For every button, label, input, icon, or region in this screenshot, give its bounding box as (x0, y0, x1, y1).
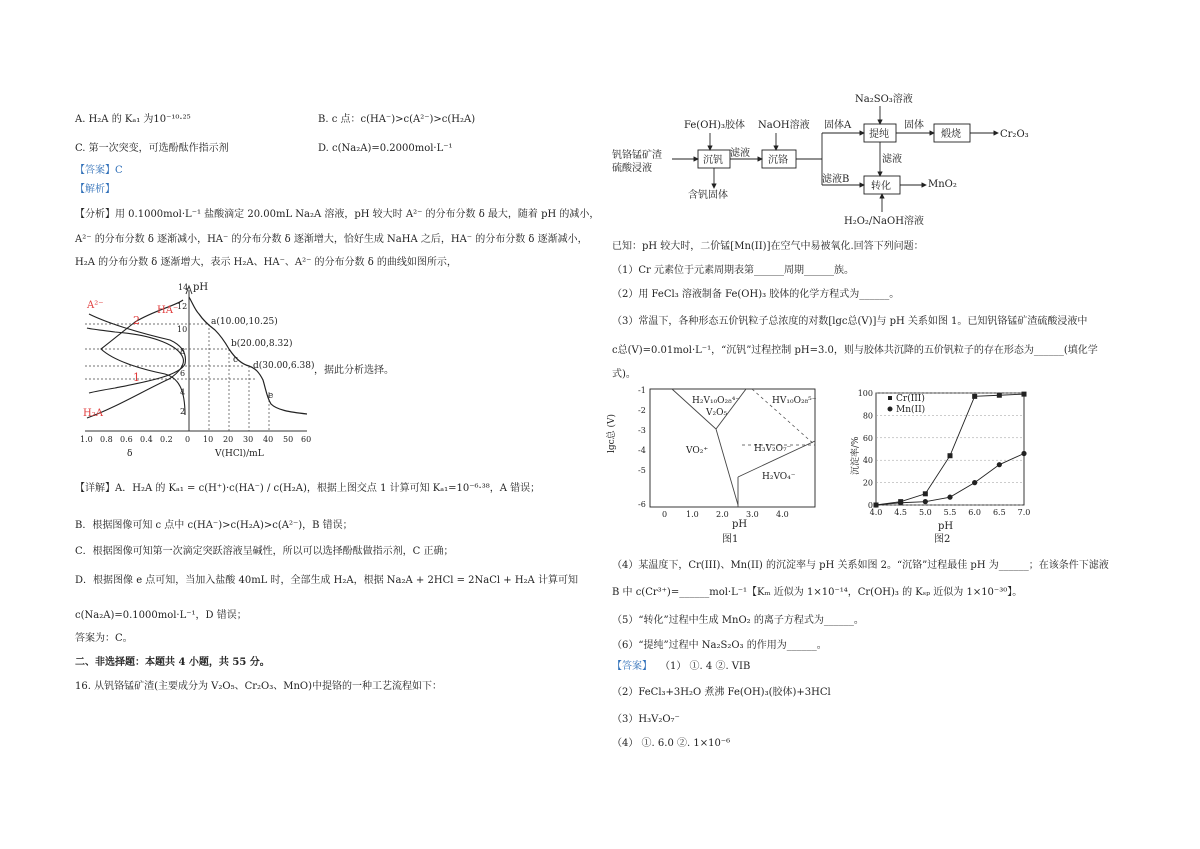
svg-text:沉铬: 沉铬 (768, 155, 788, 166)
known-text: 已知：pH 较大时，二价锰[Mn(II)]在空气中易被氧化.回答下列问题： (612, 241, 924, 252)
fig2-x-tick: 4.5 (894, 508, 908, 517)
fig2-y-tick: 40 (862, 456, 873, 466)
svg-text:煅烧: 煅烧 (941, 129, 961, 140)
jiexi-label: 【解析】 (75, 184, 115, 195)
analysis-line-2: A²⁻ 的分布分数 δ 逐渐减小，HA⁻ 的分布分数 δ 逐渐增大，恰好生成 NaHA 之后，HA⁻ 的分布分数 δ 逐渐减小， (75, 234, 588, 245)
svg-text:NaOH溶液: NaOH溶液 (758, 120, 810, 131)
svg-text:c: c (233, 355, 239, 365)
titration-chart (75, 280, 325, 460)
svg-text:Fe(OH)₃胶体: Fe(OH)₃胶体 (684, 120, 746, 131)
svg-text:1.0: 1.0 (686, 510, 699, 519)
svg-text:0: 0 (662, 510, 668, 519)
fig2-data-point (948, 453, 953, 458)
svg-text:10: 10 (177, 325, 188, 334)
svg-text:MnO₂: MnO₂ (928, 179, 957, 190)
detail-line-1: 【详解】A．H₂A 的 Kₐ₁ = c(H⁺)·c(HA⁻) / c(H₂A)，根据上图交点 1 计算可知 Kₐ₁=10⁻⁶·³⁸，A 错误； (75, 483, 541, 494)
fig2-x-tick: 6.5 (992, 508, 1006, 517)
answer-1: （1） ①. 4 ②. VIB (660, 661, 751, 672)
fig2-x-tick: 5.5 (943, 508, 957, 517)
svg-text:-3: -3 (638, 426, 646, 435)
detail-line-5: c(Na₂A)=0.1000mol·L⁻¹，D 错误； (75, 610, 247, 621)
option-c: C. 第一次突变，可选酚酞作指示剂 (75, 143, 229, 154)
question-3-line-3: 式)。 (612, 369, 636, 380)
process-flow-diagram (612, 88, 1042, 230)
question-6: （6）“提纯”过程中 Na₂S₂O₃ 的作用为______。 (612, 640, 827, 651)
svg-text:V₂O₅: V₂O₅ (706, 408, 728, 418)
answer-label: 【答案】C (75, 165, 123, 176)
fig2-y-tick: 80 (862, 411, 873, 421)
fig2-y-tick: 100 (857, 389, 873, 398)
svg-text:12: 12 (177, 302, 188, 311)
fig2-caption: 图2 (934, 534, 951, 545)
fig2-data-point (898, 500, 903, 505)
svg-text:沉钒: 沉钒 (703, 155, 723, 166)
svg-text:滤液: 滤液 (882, 154, 902, 165)
svg-text:转化: 转化 (871, 181, 891, 192)
svg-text:50: 50 (283, 435, 294, 444)
fig2-y-tick: 0 (867, 501, 873, 510)
svg-text:V(HCl)/mL: V(HCl)/mL (215, 449, 264, 459)
svg-text:钒铬锰矿渣: 钒铬锰矿渣 (612, 150, 662, 161)
option-b: B. c 点：c(HA⁻)>c(A²⁻)>c(H₂A) (318, 114, 476, 125)
svg-text:lgc总 (V): lgc总 (V) (607, 413, 617, 453)
svg-text:3.0: 3.0 (746, 510, 759, 519)
question-5: （5）“转化”过程中生成 MnO₂ 的离子方程式为______。 (612, 615, 864, 626)
option-d: D. c(Na₂A)=0.2000mol·L⁻¹ (318, 143, 453, 154)
detail-line-3: C．根据图像可知第一次滴定突跃溶液呈碱性，所以可以选择酚酞做指示剂，C 正确； (75, 546, 454, 557)
svg-text:a(10.00,10.25): a(10.00,10.25) (211, 317, 278, 327)
svg-text:-4: -4 (638, 446, 646, 455)
answer-label-right: 【答案】 (612, 661, 652, 672)
section-title: 二、非选择题：本题共 4 小题，共 55 分。 (75, 657, 270, 668)
svg-text:1: 1 (133, 371, 140, 384)
fig2-legend-cr: Cr(III) (896, 394, 925, 404)
svg-text:6: 6 (180, 369, 186, 378)
svg-text:图1: 图1 (722, 534, 739, 545)
svg-text:H₂V₁₀O₂₈⁴⁻: H₂V₁₀O₂₈⁴⁻ (692, 396, 741, 406)
fig2-x-tick: 5.0 (918, 508, 932, 517)
answer-2: （2）FeCl₃+3H₂O 煮沸 Fe(OH)₃(胶体)+3HCl (612, 687, 831, 698)
svg-text:4: 4 (180, 388, 186, 397)
svg-text:e: e (268, 391, 274, 401)
fig2-data-point (923, 491, 928, 496)
after-chart-text: ，据此分析选择。 (314, 365, 394, 376)
svg-text:HA⁻: HA⁻ (157, 305, 179, 316)
svg-text:0.4: 0.4 (140, 435, 153, 444)
svg-text:40: 40 (263, 435, 274, 444)
svg-text:H₂VO₄⁻: H₂VO₄⁻ (762, 472, 796, 482)
fig2-data-point (972, 480, 977, 485)
svg-text:8: 8 (180, 347, 186, 356)
question-16: 16. 从钒铬锰矿渣(主要成分为 V₂O₅、Cr₂O₃、MnO)中提铬的一种工艺流程如下： (75, 681, 443, 692)
question-3-line-2: c总(V)=0.01mol·L⁻¹，“沉钒”过程控制 pH=3.0，则与胶体共沉降的五价钒粒子的存在形态为______(填化学 (612, 345, 1098, 356)
question-4-line-2: B 中 c(Cr³⁺)=______mol·L⁻¹【Kₘ 近似为 1×10⁻¹⁴，Cr(OH)₃ 的 Kₛₚ 近似为 1×10⁻³⁰】。 (612, 587, 1023, 598)
svg-text:2: 2 (180, 407, 186, 416)
svg-text:H₂A: H₂A (83, 408, 103, 419)
fig2-data-point (873, 502, 878, 507)
svg-text:Cr₂O₃: Cr₂O₃ (1000, 129, 1029, 140)
svg-text:pH: pH (193, 282, 209, 293)
svg-text:0: 0 (185, 435, 191, 444)
question-3-line-1: （3）常温下，各种形态五价钒粒子总浓度的对数[lgc总(V)]与 pH 关系如图 1。已知钒铬锰矿渣硫酸浸液中 (612, 316, 1088, 327)
detail-line-2: B．根据图像可知 c 点中 c(HA⁻)>c(H₂A)>c(A²⁻)，B 错误； (75, 520, 353, 531)
svg-text:0.2: 0.2 (160, 435, 173, 444)
figure-1-vanadium-species (607, 385, 827, 547)
svg-text:滤液B: 滤液B (822, 174, 850, 185)
svg-text:0.8: 0.8 (100, 435, 113, 444)
answer-3: （3）H₃V₂O₇⁻ (612, 714, 680, 725)
detail-line-6: 答案为：C。 (75, 633, 133, 644)
question-4-line-1: （4）某温度下，Cr(III)、Mn(II) 的沉淀率与 pH 关系如图 2。“沉铬”过程最佳 pH 为______；在该条件下滤液 (612, 560, 1109, 571)
option-a: A. H₂A 的 Kₐ₁ 为10⁻¹⁰·²⁵ (75, 114, 191, 125)
analysis-line-3: H₂A 的分布分数 δ 逐渐增大，表示 H₂A、HA⁻、A²⁻ 的分布分数 δ 的曲线如图所示， (75, 257, 457, 268)
svg-text:4.0: 4.0 (776, 510, 789, 519)
svg-text:20: 20 (223, 435, 234, 444)
fig2-data-point (997, 393, 1002, 398)
svg-text:Na₂SO₃溶液: Na₂SO₃溶液 (855, 94, 913, 105)
svg-text:固体: 固体 (904, 120, 924, 131)
svg-text:-2: -2 (638, 406, 646, 415)
fig2-legend-mn: Mn(II) (896, 405, 926, 415)
svg-text:H₃V₂O₇⁻: H₃V₂O₇⁻ (754, 444, 792, 454)
fig2-data-point (923, 499, 928, 504)
svg-text:硫酸浸液: 硫酸浸液 (612, 163, 652, 174)
svg-text:HV₁₀O₂₈⁵⁻: HV₁₀O₂₈⁵⁻ (772, 396, 817, 406)
detail-line-4: D．根据图像 e 点可知，当加入盐酸 40mL 时，全部生成 H₂A，根据 Na₂A + 2HCl = 2NaCl + H₂A 计算可知 (75, 575, 578, 586)
question-1: （1）Cr 元素位于元素周期表第______周期______族。 (612, 265, 854, 276)
svg-text:b(20.00,8.32): b(20.00,8.32) (231, 339, 293, 349)
fig2-data-point (947, 495, 952, 500)
fig2-x-tick: 4.0 (869, 508, 883, 517)
fig2-y-label: 沉淀率/% (851, 436, 861, 475)
fig2-y-tick: 60 (862, 433, 873, 443)
svg-text:A²⁻: A²⁻ (87, 300, 104, 311)
svg-text:δ: δ (127, 449, 133, 459)
fig2-data-point (972, 394, 977, 399)
fig2-data-point (1021, 451, 1026, 456)
svg-text:含钒固体: 含钒固体 (688, 190, 728, 201)
svg-text:2: 2 (133, 314, 140, 327)
figure-2-precipitation-rate (848, 385, 1038, 547)
fig2-y-tick: 20 (862, 478, 873, 488)
fig2-data-point (997, 462, 1002, 467)
svg-text:0.6: 0.6 (120, 435, 133, 444)
svg-text:1.0: 1.0 (80, 435, 93, 444)
svg-text:60: 60 (301, 435, 312, 444)
svg-text:-6: -6 (638, 500, 646, 509)
fig2-x-label: pH (938, 521, 954, 532)
svg-text:14: 14 (178, 283, 189, 292)
fig2-x-tick: 6.0 (968, 508, 982, 517)
svg-text:30: 30 (243, 435, 254, 444)
svg-text:d(30.00,6.38): d(30.00,6.38) (253, 361, 315, 371)
svg-text:-5: -5 (638, 466, 646, 475)
question-2: （2）用 FeCl₃ 溶液制备 Fe(OH)₃ 胶体的化学方程式为______。 (612, 289, 900, 300)
fig2-data-point (1022, 392, 1027, 397)
svg-text:滤液: 滤液 (730, 148, 750, 159)
svg-text:VO₂⁺: VO₂⁺ (686, 446, 709, 456)
svg-text:2.0: 2.0 (716, 510, 729, 519)
svg-text:10: 10 (203, 435, 214, 444)
svg-text:H₂O₂/NaOH溶液: H₂O₂/NaOH溶液 (844, 216, 924, 227)
analysis-line-1: 【分析】用 0.1000mol·L⁻¹ 盐酸滴定 20.00mL Na₂A 溶液，pH 较大时 A²⁻ 的分布分数 δ 最大，随着 pH 的减小， (75, 209, 600, 220)
svg-text:pH: pH (732, 519, 748, 530)
fig2-x-tick: 7.0 (1017, 508, 1031, 517)
svg-text:-1: -1 (638, 386, 646, 395)
answer-4: （4） ①. 6.0 ②. 1×10⁻⁶ (612, 738, 731, 749)
svg-text:提纯: 提纯 (869, 129, 889, 140)
svg-text:固体A: 固体A (824, 120, 852, 131)
